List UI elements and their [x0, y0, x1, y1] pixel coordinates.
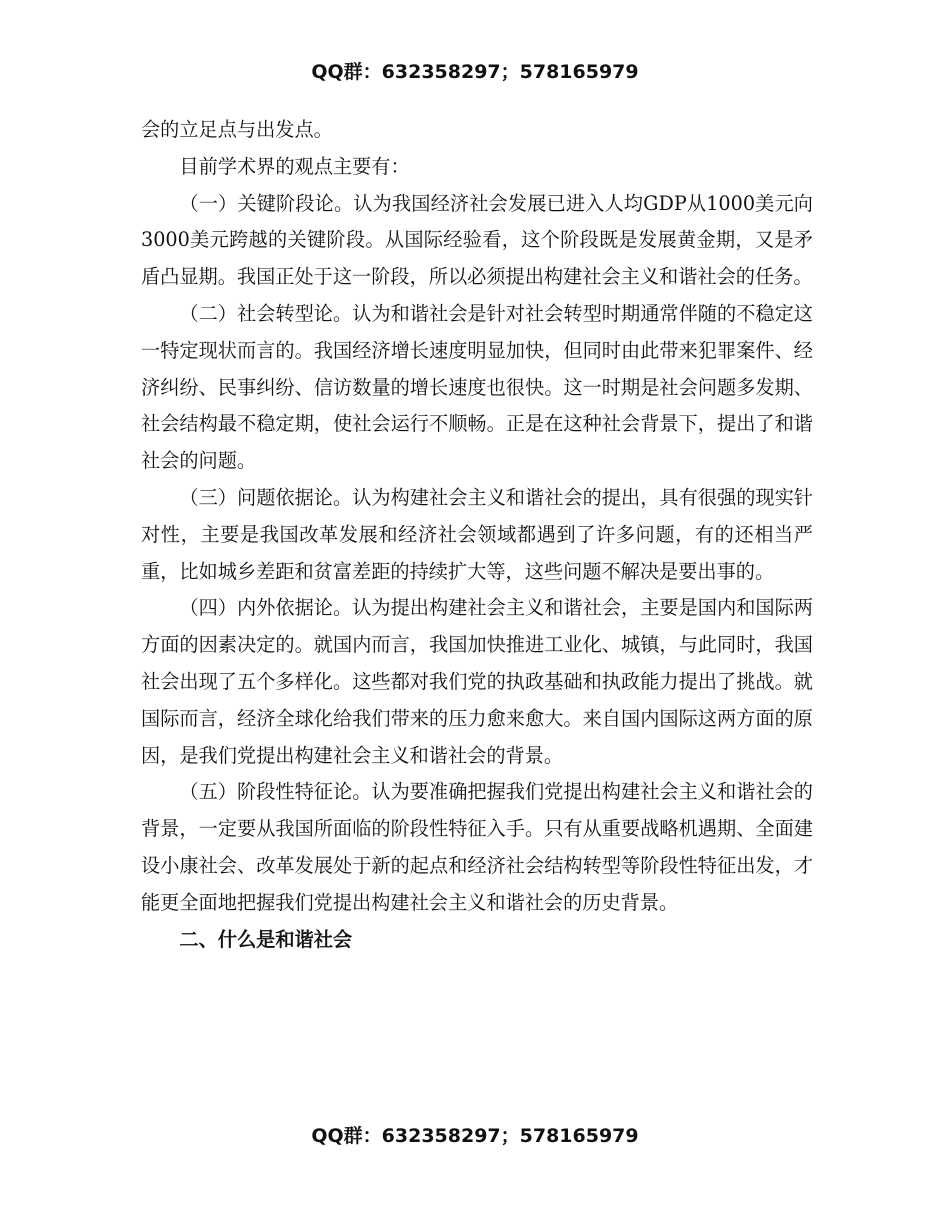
- section-heading: 二、什么是和谐社会: [179, 927, 353, 951]
- header-qq-group: QQ群：632358297；578165979: [311, 61, 639, 83]
- body-text: [141, 112, 813, 958]
- point-social-transition: （二）社会转型论。认为和谐社会是针对社会转型时期通常伴随的不稳定这一特定现状而言的。我国经济增长速度明显加快，但同时由此带来犯罪案件、经济纠纷、民事纠纷、信访数量的增长速度也很快。这一时期是社会问题多发期、社会结构最不稳定期，使社会运行不顺畅。正是在这种社会背景下，提出了和谐社会的问题。: [141, 301, 813, 473]
- continuation-paragraph: 会的立足点与出发点。: [141, 118, 333, 141]
- footer-qq-group: QQ群：632358297；578165979: [311, 1125, 639, 1147]
- point-problem-basis: （三）问题依据论。认为构建社会主义和谐社会的提出，具有很强的现实针对性，主要是我国改革发展和经济社会领域都遇到了许多问题，有的还相当严重，比如城乡差距和贫富差距的持续扩大等，这些问题不解决是要出事的。: [141, 485, 813, 583]
- point-key-stage: （一）关键阶段论。认为我国经济社会发展已进入人均GDP从1000美元向3000美元跨越的关键阶段。从国际经验看，这个阶段既是发展黄金期，又是矛盾凸显期。我国正处于这一阶段，所以必须提出构建社会主义和谐社会的任务。: [141, 191, 813, 289]
- intro-paragraph: 目前学术界的观点主要有：: [179, 154, 410, 178]
- point-internal-external: （四）内外依据论。认为提出构建社会主义和谐社会，主要是国内和国际两方面的因素决定的。就国内而言，我国加快推进工业化、城镇，与此同时，我国社会出现了五个多样化。这些都对我们党的执政基础和执政能力提出了挑战。就国际而言，经济全球化给我们带来的压力愈来愈大。来自国内国际这两方面的原因，是我们党提出构建社会主义和谐社会的背景。: [141, 596, 813, 767]
- point-stage-characteristics: （五）阶段性特征论。认为要准确把握我们党提出构建社会主义和谐社会的背景，一定要从我国所面临的阶段性特征入手。只有从重要战略机遇期、全面建设小康社会、改革发展处于新的起点和经济社会结构转型等阶段性特征出发，才能更全面地把握我们党提出构建社会主义和谐社会的历史背景。: [141, 780, 813, 914]
